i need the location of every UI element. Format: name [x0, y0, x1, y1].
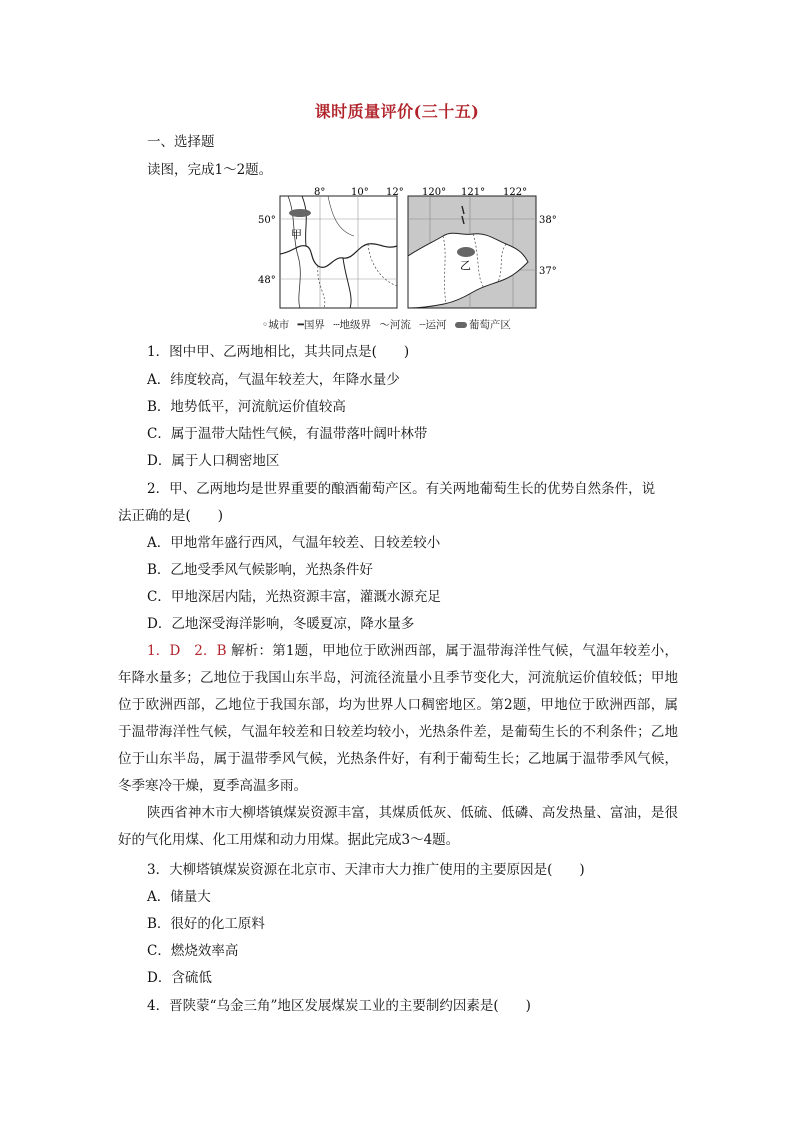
legend-canal: ┈运河 — [419, 319, 447, 331]
q3-option-c: C．燃烧效率高 — [147, 943, 239, 959]
legend-river: ～河流 — [379, 319, 411, 331]
svg-text:122°: 122° — [503, 187, 528, 198]
grape-swatch-icon — [455, 322, 467, 328]
q1-option-b: B．地势低平，河流航运价值较高 — [147, 399, 346, 415]
label-yi: 乙 — [460, 259, 471, 272]
q2-stem-line2: 法正确的是( ) — [118, 508, 224, 524]
answer-explanation-1-2: 解析：第1题，甲地位于欧洲西部，属于温带海洋性气候，气温年较差小，年降水量多；乙地位于我国山东半岛，河流径流量小且季节变化大，河流航运价值较低；甲地位于欧洲西部，乙地位于我国东部，均为世界人口稠密地区。第2题，甲地位于欧洲西部，属于温带海洋性气候，气温年较差和日较差均较小，光热条件差，是葡萄生长的不利条件；乙地位于山东半岛，属于温带季风气候，光热条件好，有利于葡萄生长；乙地属于温带季风气候，冬季寒冷干燥，夏季高温多雨。 — [118, 643, 678, 794]
svg-text:50°: 50° — [258, 215, 276, 226]
q2-option-d: D．乙地深受海洋影响，冬暖夏凉，降水量多 — [147, 616, 415, 632]
q2-option-b: B．乙地受季风气候影响，光热条件好 — [147, 562, 373, 578]
q1-stem: 1．图中甲、乙两地相比，其共同点是( ) — [147, 344, 410, 360]
q3-option-a: A．储量大 — [147, 889, 211, 905]
legend-national-border: ━国界 — [297, 319, 325, 331]
legend-prefecture-border: ┄地级界 — [333, 319, 372, 331]
grape-region-yi — [457, 247, 475, 257]
map-figure — [258, 186, 558, 336]
section-heading: 一、选择题 — [147, 134, 215, 150]
svg-text:12°: 12° — [386, 187, 404, 198]
legend-city: ◦城市 — [262, 319, 290, 331]
answer-1-2 — [118, 638, 678, 800]
label-jia: 甲 — [291, 228, 302, 241]
q3-stem: 3．大柳塔镇煤炭资源在北京市、天津市大力推广使用的主要原因是( ) — [147, 862, 585, 878]
svg-text:10°: 10° — [351, 187, 369, 198]
svg-text:37°: 37° — [539, 266, 557, 277]
q1-option-a: A．纬度较高，气温年较差大，年降水量少 — [147, 372, 400, 388]
q2-option-c: C．甲地深居内陆，光热资源丰富，灌溉水源充足 — [147, 589, 441, 605]
q2-option-a: A．甲地常年盛行西风，气温年较差、日较差较小 — [147, 535, 441, 551]
svg-text:121°: 121° — [461, 187, 486, 198]
q3-option-b: B．很好的化工原料 — [147, 916, 265, 932]
q3-option-d: D．含硫低 — [147, 970, 212, 986]
q1-option-d: D．属于人口稠密地区 — [147, 453, 280, 469]
legend-grape-region: 葡萄产区 — [455, 319, 516, 331]
q2-stem-line1: 2．甲、乙两地均是世界重要的酿酒葡萄产区。有关两地葡萄生长的优势自然条件，说 — [147, 481, 656, 497]
map-svg — [258, 186, 558, 336]
q1-option-c: C．属于温带大陆性气候，有温带落叶阔叶林带 — [147, 426, 428, 442]
answer-key-1-2: 1．D 2．B — [147, 643, 227, 659]
svg-text:48°: 48° — [258, 275, 276, 286]
svg-text:120°: 120° — [422, 187, 447, 198]
q4-stem: 4．晋陕蒙“乌金三角”地区发展煤炭工业的主要制约因素是( ) — [147, 998, 531, 1014]
grape-region-jia — [289, 209, 311, 217]
page-title: 课时质量评价(三十五) — [314, 102, 480, 121]
intro-q1-2: 读图，完成1～2题。 — [147, 162, 273, 178]
svg-text:38°: 38° — [539, 215, 557, 226]
map-legend — [262, 317, 521, 332]
intro-q3-4: 陕西省神木市大柳塔镇煤炭资源丰富，其煤质低灰、低硫、低磷、高发热量、富油，是很好的气化用煤、化工用煤和动力用煤。据此完成3～4题。 — [118, 805, 678, 848]
svg-text:8°: 8° — [314, 187, 326, 198]
